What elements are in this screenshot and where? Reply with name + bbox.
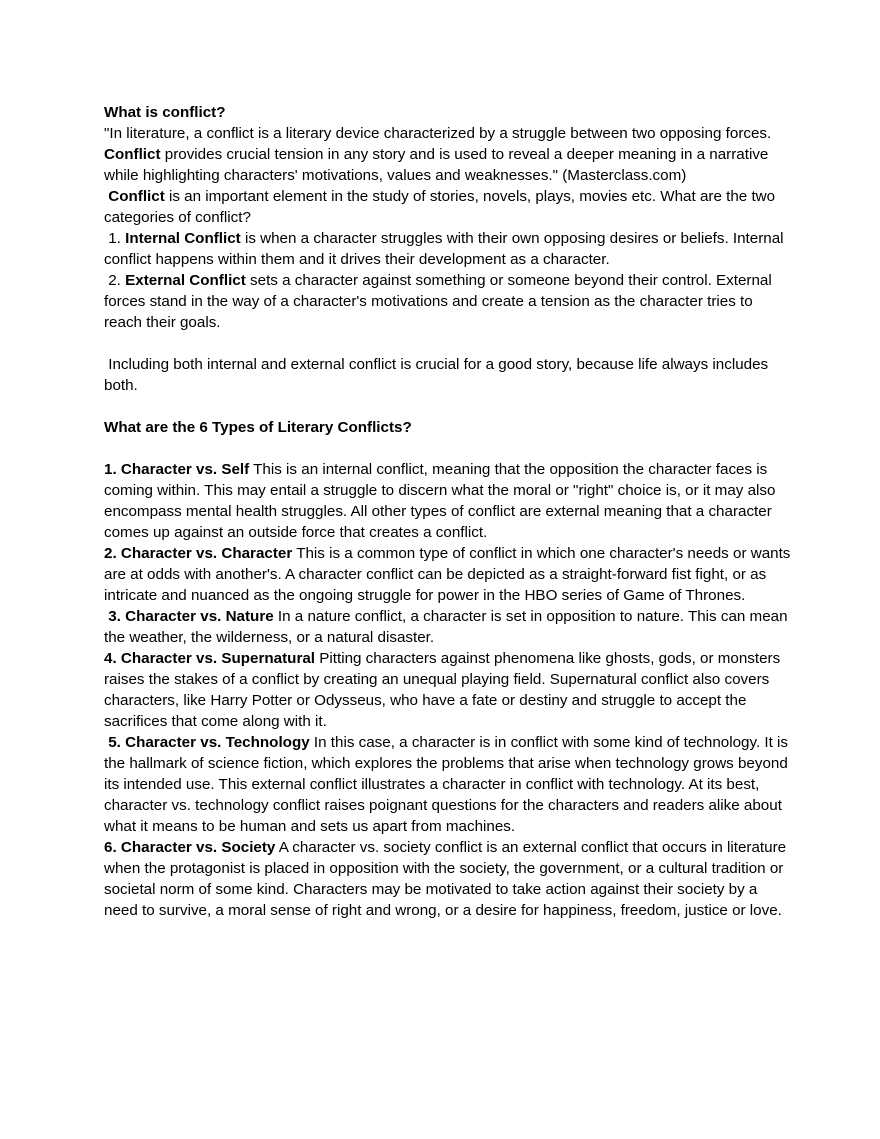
conflict-type-description: In this case, a character is in conflict with some kind of technology. It is the hallmark of science fiction, which explores the problems that arise when technology grows beyond its intended use. This external conflict illustrates a character in conflict with technology. At its best, character vs. technology conflict raises poignant questions for the characters and readers alike about what it means to be human and sets us apart from machines.	[104, 734, 793, 835]
conflict-type-supernatural	[104, 648, 794, 732]
spacer	[104, 438, 794, 459]
conflict-type-society	[104, 837, 794, 921]
conflict-type-title: 6. Character vs. Society	[104, 839, 276, 856]
definition-text-end: provides crucial tension in any story and is used to reveal a deeper meaning in a narrative while highlighting characters' motivations, values and weaknesses." (Masterclass.com)	[104, 146, 773, 184]
conflict-type-title: 4. Character vs. Supernatural	[104, 650, 316, 667]
definition-text-start: "In literature, a conflict is a literary device characterized by a struggle between two opposing forces.	[104, 125, 776, 142]
internal-conflict-item: 1. Internal Conflict is when a character struggles with their own opposing desires or beliefs. Internal conflict happens within them and it drives their development as a character.	[104, 230, 788, 268]
conflict-type-title: 1. Character vs. Self	[104, 461, 250, 478]
definition-bold-term: Conflict	[104, 146, 161, 163]
spacer	[104, 396, 794, 417]
conflict-type-description: Pitting characters against phenomena like ghosts, gods, or monsters raises the stakes of a conflict by creating an unequal playing field. Supernatural conflict also covers characters, like Harry Potter or Odysseus, who have a fate or destiny and struggle to accept the sacrifices that come along with it.	[104, 650, 785, 730]
internal-conflict-text: is when a character struggles with their own opposing desires or beliefs. Internal conflict happens within them and it drives their development as a character.	[104, 230, 788, 268]
conflict-type-description: A character vs. society conflict is an external conflict that occurs in literature when the protagonist is placed in opposition with the society, the government, or a cultural tradition or societal norm of some kind. Characters may be motivated to take action against their society by a need to survive, a moral sense of right and wrong, or a desire for happiness, freedom, justice or love.	[104, 839, 791, 919]
conflict-type-title: 3. Character vs. Nature	[108, 608, 274, 625]
external-conflict-item: 2. External Conflict sets a character against something or someone beyond their control. External forces stand in the way of a character's motivations and create a tension as the character tries to reach their goals.	[104, 272, 776, 331]
external-conflict-term: External Conflict	[125, 272, 246, 289]
importance-text: is an important element in the study of stories, novels, plays, movies etc. What are the two categories of conflict?	[104, 188, 780, 226]
heading-six-types: What are the 6 Types of Literary Conflicts?	[104, 419, 412, 436]
heading-what-is-conflict: What is conflict?	[104, 104, 226, 121]
spacer	[104, 333, 794, 354]
conflict-type-description: This is an internal conflict, meaning that the opposition the character faces is coming within. This may entail a struggle to discern what the moral or "right" choice is, or it may also encompass mental health struggles. All other types of conflict are external meaning that a character comes up against an outside force that creates a conflict.	[104, 461, 780, 541]
definition-paragraph	[104, 123, 794, 186]
both-conflicts-paragraph: Including both internal and external conflict is crucial for a good story, because life always includes both.	[104, 356, 773, 394]
importance-bold-term: Conflict	[108, 188, 165, 205]
conflict-type-description: In a nature conflict, a character is set in opposition to nature. This can mean the weather, the wilderness, or a natural disaster.	[104, 608, 792, 646]
conflict-type-technology	[104, 732, 794, 837]
conflict-type-nature	[104, 606, 794, 648]
conflict-type-character	[104, 543, 794, 606]
importance-paragraph	[104, 186, 794, 228]
document-page	[104, 102, 794, 921]
internal-conflict-term: Internal Conflict	[125, 230, 241, 247]
conflict-type-title: 5. Character vs. Technology	[108, 734, 310, 751]
conflict-type-self	[104, 459, 794, 543]
conflict-type-description: This is a common type of conflict in which one character's needs or wants are at odds with another's. A character conflict can be depicted as a straight-forward fist fight, or as intricate and nuanced as the ongoing struggle for power in the HBO series of Game of Thrones.	[104, 545, 795, 604]
conflict-type-title: 2. Character vs. Character	[104, 545, 293, 562]
external-conflict-text: sets a character against something or someone beyond their control. External forces stand in the way of a character's motivations and create a tension as the character tries to reach their goals.	[104, 272, 776, 331]
